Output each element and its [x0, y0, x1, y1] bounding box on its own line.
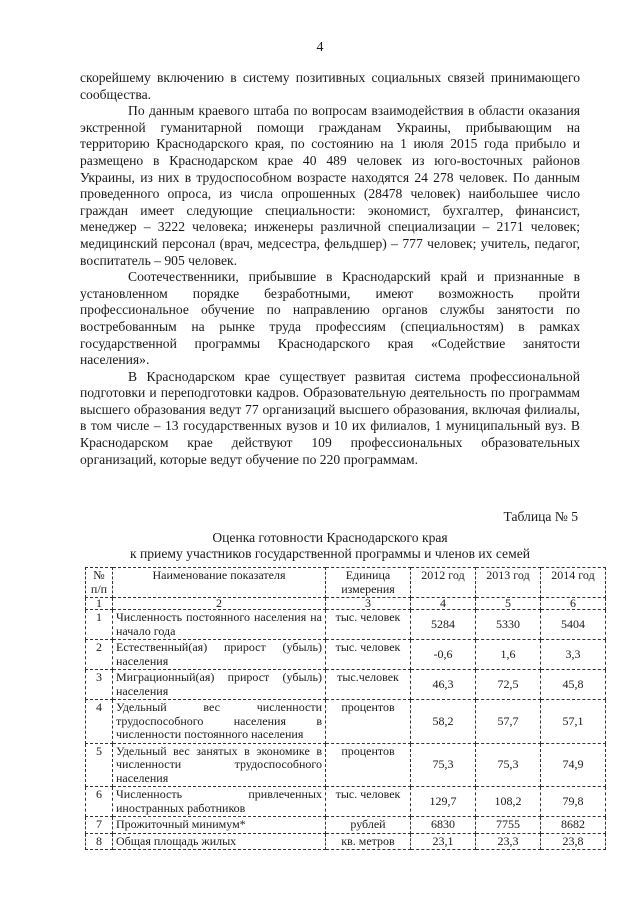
row-number: 8	[86, 833, 113, 850]
column-header: Наименование показателя	[113, 568, 326, 598]
value-2012: -0,6	[411, 640, 476, 670]
unit: процентов	[326, 700, 411, 744]
table-row	[86, 700, 606, 744]
column-number: 5	[476, 598, 541, 610]
indicator-name: Естественный(ая) прирост (убыль) населения	[113, 640, 326, 670]
value-2014: 23,8	[541, 833, 606, 850]
body-text	[80, 70, 580, 468]
column-header: № п/п	[86, 568, 113, 598]
value-2014: 5404	[541, 610, 606, 640]
indicator-name: Удельный вес численности трудоспособного населения в численности постоянного населения	[113, 700, 326, 744]
value-2014: 57,1	[541, 700, 606, 744]
indicator-name: Общая площадь жилых	[113, 833, 326, 850]
row-number: 3	[86, 670, 113, 700]
value-2012: 23,1	[411, 833, 476, 850]
table-row	[86, 833, 606, 850]
value-2012: 6830	[411, 817, 476, 834]
value-2012: 58,2	[411, 700, 476, 744]
table-title	[80, 530, 580, 562]
indicator-name: Прожиточный минимум*	[113, 817, 326, 834]
readiness-table	[85, 567, 606, 850]
column-header: 2013 год	[476, 568, 541, 598]
table-title-line: Оценка готовности Краснодарского края	[212, 530, 448, 545]
column-number-row	[86, 598, 606, 610]
value-2012: 129,7	[411, 787, 476, 817]
table-title-line: к приему участников государственной программы и членов их семей	[129, 546, 531, 561]
column-number: 2	[113, 598, 326, 610]
indicator-name: Удельный вес занятых в экономике в численности трудоспособного населения	[113, 743, 326, 787]
table-number: Таблица № 5	[503, 509, 578, 524]
row-number: 6	[86, 787, 113, 817]
column-number: 3	[326, 598, 411, 610]
table-row	[86, 787, 606, 817]
value-2014: 45,8	[541, 670, 606, 700]
unit: тыс.человек	[326, 670, 411, 700]
value-2013: 75,3	[476, 743, 541, 787]
value-2013: 1,6	[476, 640, 541, 670]
column-number: 4	[411, 598, 476, 610]
value-2013: 7755	[476, 817, 541, 834]
value-2013: 57,7	[476, 700, 541, 744]
paragraph: скорейшему включению в систему позитивных социальных связей принимающего сообщества.	[80, 70, 580, 102]
table-header-row	[86, 568, 606, 598]
table-row	[86, 610, 606, 640]
unit: процентов	[326, 743, 411, 787]
table-row	[86, 743, 606, 787]
column-number: 6	[541, 598, 606, 610]
row-number: 2	[86, 640, 113, 670]
unit: тыс. человек	[326, 640, 411, 670]
value-2013: 108,2	[476, 787, 541, 817]
column-header: Единица измерения	[326, 568, 411, 598]
unit: кв. метров	[326, 833, 411, 850]
indicator-name: Миграционный(ая) прирост (убыль) населения	[113, 670, 326, 700]
table-row	[86, 670, 606, 700]
value-2013: 72,5	[476, 670, 541, 700]
row-number: 5	[86, 743, 113, 787]
paragraph: Соотечественники, прибывшие в Краснодарский край и признанные в установленном порядке безработными, имеют возможность пройти профессиональное обучение по направлению органов службы занятости по востребованным на рынке труда профессиям (специальностям) в рамках государственной программы Краснодарского края «Содействие занятости населения».	[80, 269, 580, 368]
value-2013: 23,3	[476, 833, 541, 850]
indicator-name: Численность привлеченных иностранных работников	[113, 787, 326, 817]
value-2012: 46,3	[411, 670, 476, 700]
unit: тыс. человек	[326, 787, 411, 817]
row-number: 4	[86, 700, 113, 744]
value-2014: 8682	[541, 817, 606, 834]
paragraph: По данным краевого штаба по вопросам взаимодействия в области оказания экстренной гуманитарной помощи гражданам Украины, прибывающим на территорию Краснодарского края, по состоянию на 1 июля 2015 года прибыло и размещено в Краснодарском крае 40 489 человек из юго-восточных районов Украины, из них в трудоспособном возрасте находятся 24 278 человек. По данным проведенного опроса, из числа опрошенных (28478 человек) наибольшее число граждан имеет следующие специальности: экономист, бухгалтер, финансист, менеджер – 3222 человека; инженеры различной специализации – 2171 человек; медицинский персонал (врач, медсестра, фельдшер) – 777 человек; учитель, педагог, воспитатель – 905 человек.	[80, 103, 580, 268]
unit: тыс. человек	[326, 610, 411, 640]
paragraph: В Краснодарском крае существует развитая система профессиональной подготовки и переподготовки кадров. Образовательную деятельность по программам высшего образования ведут 77 организаций высшего образования, включая филиалы, в том числе – 13 государственных вузов и 10 их филиалов, 1 муниципальный вуз. В Краснодарском крае действуют 109 профессиональных образовательных организаций, которые ведут обучение по 220 программам.	[80, 368, 580, 467]
column-header: 2014 год	[541, 568, 606, 598]
table-row	[86, 817, 606, 834]
row-number: 7	[86, 817, 113, 834]
column-header: 2012 год	[411, 568, 476, 598]
value-2014: 79,8	[541, 787, 606, 817]
value-2012: 75,3	[411, 743, 476, 787]
value-2014: 3,3	[541, 640, 606, 670]
row-number: 1	[86, 610, 113, 640]
indicator-name: Численность постоянного населения на начало года	[113, 610, 326, 640]
column-number: 1	[86, 598, 113, 610]
unit: рублей	[326, 817, 411, 834]
value-2014: 74,9	[541, 743, 606, 787]
value-2012: 5284	[411, 610, 476, 640]
value-2013: 5330	[476, 610, 541, 640]
page-number: 4	[316, 40, 324, 55]
table-row	[86, 640, 606, 670]
